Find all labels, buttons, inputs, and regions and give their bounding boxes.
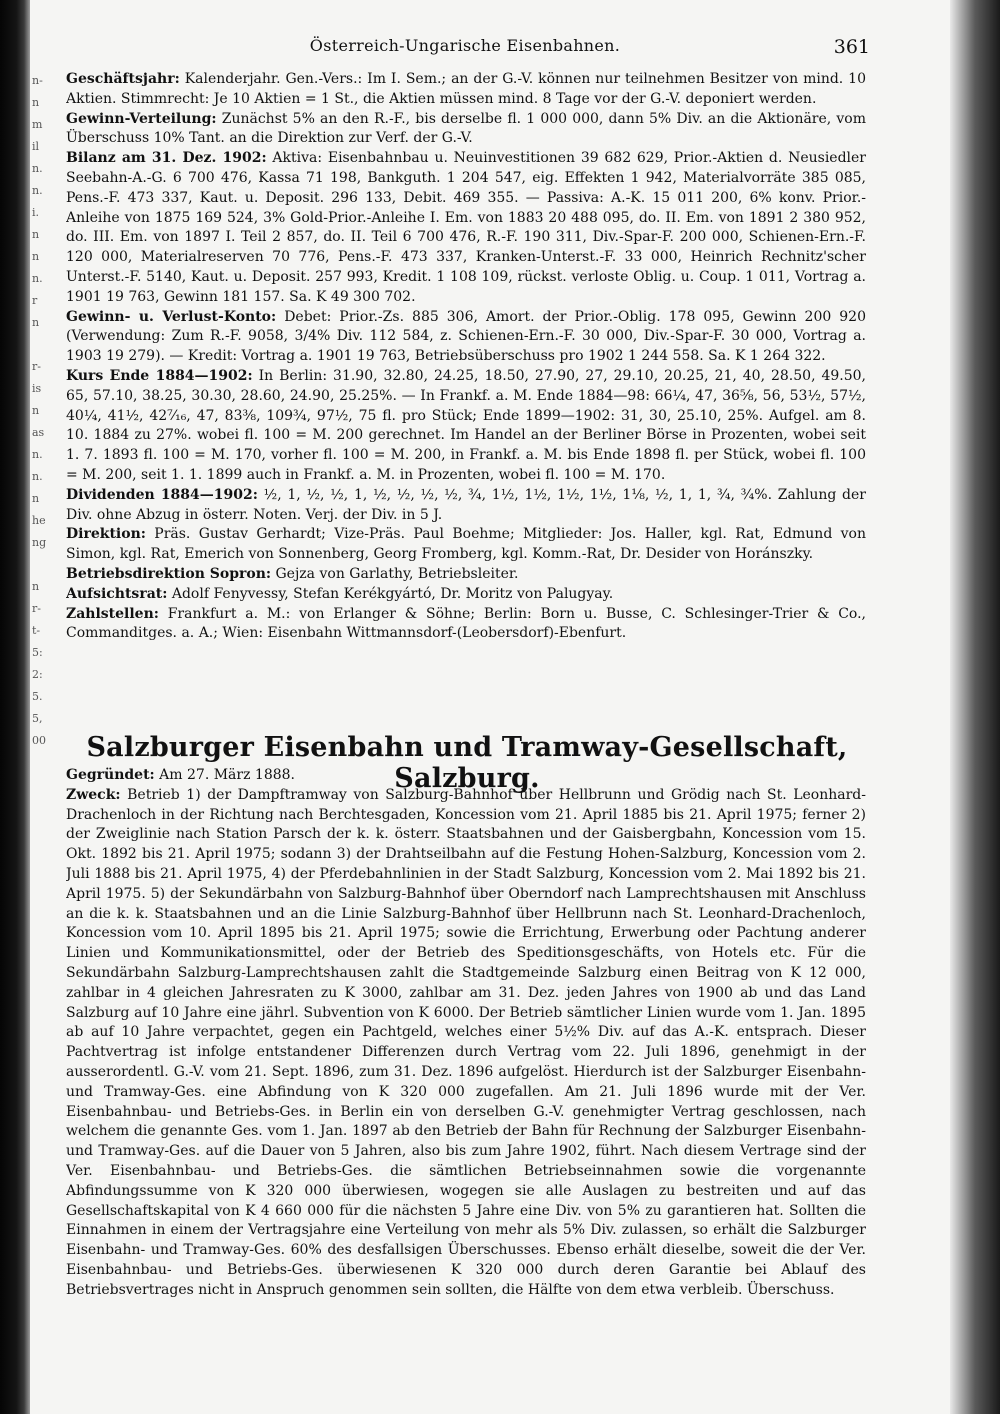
entry-paragraph	[66, 585, 866, 605]
entry-label: Dividenden 1884—1902:	[66, 486, 258, 503]
entry-label: Zahlstellen:	[66, 605, 159, 622]
entry-paragraph	[66, 486, 866, 526]
entry-paragraph	[66, 766, 866, 786]
entry-paragraph	[66, 367, 866, 486]
previous-page-edge-text: n- n m il n. n. i. n n n. r n r- is n as n. n. n he ng n r- t- 5: 2: 5. 5, 00	[32, 74, 47, 747]
entry-paragraph	[66, 70, 866, 110]
entry-label: Betriebsdirektion Sopron:	[66, 565, 272, 582]
section-oesterreich-ungarische-entry	[66, 70, 866, 718]
entry-text: Debet: Prior.-Zs. 885 306, Amort. der Prior.-Oblig. 178 095, Gewinn 200 920 (Verwendung: Zum R.-F. 9058, 3/4% Div. 112 584, z. Schienen-Ern.-F. 30 000, Div.-Spar-F. 30 000, Vortrag a. 1903 19 279). — Kredit: Vortrag a. 1901 19 763, Betriebsüberschuss pro 1902 1 244 558. Sa. K 1 264 322.	[66, 308, 866, 365]
section-title-salzburger: Salzburger Eisenbahn und Tramway-Gesellschaft, Salzburg.	[86, 732, 848, 794]
entry-label: Kurs Ende 1884—1902:	[66, 367, 253, 384]
entry-text: Gejza von Garlathy, Betriebsleiter.	[275, 565, 519, 582]
entry-paragraph	[66, 786, 866, 1301]
entry-paragraph	[66, 565, 866, 585]
entry-label: Geschäftsjahr:	[66, 71, 180, 87]
entry-paragraph	[66, 110, 866, 150]
entry-text: Zunächst 5% an den R.-F., bis derselbe fl. 1 000 000, dann 5% Div. an die Aktionäre, vom Überschuss 10% Tant. an die Direktion zur Verf. der G.-V.	[66, 110, 866, 147]
entry-text: Betrieb 1) der Dampftramway von Salzburg-Bahnhof über Hellbrunn und Grödig nach St. Leonhard-Drachenloch in der Richtung nach Berchtesgaden, Koncession vom 21. April 1885 bis 21. April 1975; ferner 2) der Zweiglinie nach Station Parsch der k. k. österr. Staatsbahnen und der Gaisbergbahn, Koncession vom 15. Okt. 1892 bis 21. April 1975; sodann 3) der Drahtseilbahn auf die Festung Hohen-Salzburg, Koncession vom 2. Juli 1888 bis 21. April 1975, 4) der Pferdebahnlinien in der Stadt Salzburg, Koncession vom 2. Mai 1892 bis 21. April 1975. 5) der Sekundärbahn von Salzburg-Bahnhof über Oberndorf nach Lamprechtshausen mit Anschluss an die k. k. Staatsbahnen und an die Linie Salzburg-Bahnhof über Hellbrunn nach St. Leonhard-Drachenloch, Koncession vom 10. April 1895 bis 21. April 1975; sowie die Errichtung, Erwerbung oder Pachtung anderer Linien und Kommunikationsmittel, oder der Betrieb des Speditionsgeschäfts, von Hotels etc. Für die Sekundärbahn Salzburg-Lamprechtshausen zahlt die Stadtgemeinde Salzburg einen Beitrag von K 12 000, zahlbar in 4 gleichen Jahresraten zu K 3000, zahlbar am 31. Dez. jeden Jahres von 1900 ab und das Land Salzburg auf 10 Jahre eine jährl. Subvention von K 6000. Der Betrieb sämtlicher Linien wurde vom 1. Jan. 1895 ab auf 10 Jahre verpachtet, gegen ein Pachtgeld, welches einer 5½% Div. auf das A.-K. entsprach. Dieser Pachtvertrag ist infolge entstandener Differenzen durch Vertrag vom 22. Juli 1896, genehmigt in der ausserordentl. G.-V. vom 21. Sept. 1896, zum 31. Dez. 1896 aufgelöst. Hierdurch ist der Salzburger Eisenbahn- und Tramway-Ges. eine Abfindung von K 320 000 zugefallen. Am 21. Juli 1896 wurde mit der Ver. Eisenbahnbau- und Betriebs-Ges. in Berlin ein von derselben G.-V. genehmigter Vertrag geschlossen, nach welchem die genannte Ges. vom 1. Jan. 1897 ab den Betrieb der Bahn für Rechnung der Salzburger Eisenbahn- und Tramway-Ges. auf die Dauer von 5 Jahren, also bis zum Jahre 1902, führt. Nach diesem Vertrage sind der Ver. Eisenbahnbau- und Betriebs-Ges. die sämtlichen Betriebseinnahmen sowie die vorgenannte Abfindungssumme von K 320 000 überwiesen, wogegen sie alle Auslagen zu bestreiten und auf das Gesellschaftskapital von K 4 660 000 für die nächsten 5 Jahre eine Div. von 5% zu garantieren hat. Sollten die Einnahmen in einem der Vertragsjahre eine Verteilung von mehr als 5% Div. zulassen, so erhält die Salzburger Eisenbahn- und Tramway-Ges. 60% des desfallsigen Überschusses. Ebenso erhält dieselbe, soweit die der Ver. Eisenbahnbau- und Betriebs-Ges. überwiesenen K 320 000 durch deren Garantie bei Ablauf des Betriebsvertrages nicht in Anspruch genommen sein sollten, die Hälfte von dem etwa verbleib. Überschuss.	[66, 786, 866, 1298]
running-head	[60, 36, 870, 62]
entry-label: Gewinn- u. Verlust-Konto:	[66, 308, 277, 325]
entry-label: Gewinn-Verteilung:	[66, 110, 217, 127]
running-title: Österreich-Ungarische Eisenbahnen.	[309, 36, 621, 55]
entry-text: Aktiva: Eisenbahnbau u. Neuinvestitionen 39 682 629, Prior.-Aktien d. Neusiedler Seebahn-A.-G. 6 700 476, Kassa 71 198, Bankguth. 1 204 547, eig. Effekten 1 942, Materialvorräte 385 085, Pens.-F. 473 337, Kaut. u. Deposit. 296 133, Debit. 469 355. — Passiva: A.-K. 15 011 200, 6% konv. Prior.-Anleihe von 1875 169 524, 3% Gold-Prior.-Anleihe I. Em. von 1883 20 488 095, do. II. Em. von 1891 2 380 952, do. III. Em. von 1897 I. Teil 2 857, do. II. Teil 6 700 476, R.-F. 190 311, Div.-Spar-F. 200 000, Schienen-Ern.-F. 120 000, Materialreserven 70 776, Pens.-F. 473 337, Kranken-Unterst.-F. 33 000, Heinrich Rechnitz'scher Unterst.-F. 5140, Kaut. u. Deposit. 257 993, Kredit. 1 108 109, rückst. verloste Oblig. u. Coup. 1 011, Vortrag a. 1901 19 763, Gewinn 181 157. Sa. K 49 300 702.	[66, 150, 866, 305]
entry-paragraph	[66, 149, 866, 307]
entry-text: ½, 1, ½, ½, 1, ½, ½, ½, ½, ¾, 1½, 1½, 1½, 1½, 1⅛, ½, 1, 1, ¾, ¾%. Zahlung der Div. ohne Abzug in österr. Noten. Verj. der Div. in 5 J.	[66, 486, 866, 523]
entry-label: Zweck:	[66, 786, 121, 803]
entry-paragraph	[66, 308, 866, 367]
entry-text: Frankfurt a. M.: von Erlanger & Söhne; Berlin: Born u. Busse, C. Schlesinger-Trier & Co., Commanditges. a. A.; Wien: Eisenbahn Wittmannsdorf-(Leobersdorf)-Ebenfurt.	[66, 605, 866, 642]
binding-shadow-left	[0, 0, 30, 1414]
entry-paragraph	[66, 605, 866, 645]
section-salzburger-entry	[66, 766, 866, 1386]
entry-text: In Berlin: 31.90, 32.80, 24.25, 18.50, 27.90, 27, 29.10, 20.25, 21, 40, 28.50, 49.50, 65, 57.10, 38.25, 30.30, 28.60, 24.90, 25.25%. — In Frankf. a. M. Ende 1884—98: 66¼, 47, 36⅝, 56, 53½, 57½, 40¼, 41½, 42⁷⁄₁₆, 47, 83⅜, 109¾, 97½, 75 fl. pro Stück; Ende 1899—1902: 31, 30, 25.10, 25%. Aufgel. am 8. 10. 1884 zu 27%. wobei fl. 100 = M. 200 gerechnet. Im Handel an der Berliner Börse in Prozenten, wobei seit 1. 7. 1893 fl. 100 = M. 170, vorher fl. 100 = M. 200, in Frankf. a. M. bis Ende 1898 fl. per Stück, wobei fl. 100 = M. 200, seit 1. 1. 1899 auch in Frankf. a. M. in Prozenten, wobei fl. 100 = M. 170.	[66, 367, 866, 483]
entry-label: Gegründet:	[66, 767, 155, 783]
entry-paragraph	[66, 525, 866, 565]
entry-label: Direktion:	[66, 526, 146, 543]
entry-text: Am 27. März 1888.	[159, 767, 296, 783]
entry-text: Präs. Gustav Gerhardt; Vize-Präs. Paul Boehme; Mitglieder: Jos. Haller, kgl. Rat, Edmund von Simon, kgl. Rat, Emerich von Sonnenberg, Georg Fromberg, kgl. Komm.-Rat, Dr. Desider von Horánszky.	[66, 526, 866, 563]
binding-shadow-right	[950, 0, 1000, 1414]
entry-text: Kalenderjahr. Gen.-Vers.: Im I. Sem.; an der G.-V. können nur teilnehmen Besitzer von mind. 10 Aktien. Stimmrecht: Je 10 Aktien = 1 St., die Aktien müssen mind. 8 Tage vor der G.-V. deponiert werden.	[66, 71, 866, 107]
page-number: 361	[833, 36, 870, 58]
entry-label: Aufsichtsrat:	[66, 585, 168, 602]
entry-label: Bilanz am 31. Dez. 1902:	[66, 150, 267, 167]
entry-text: Adolf Fenyvessy, Stefan Kerékgyártó, Dr. Moritz von Palugyay.	[171, 585, 614, 602]
